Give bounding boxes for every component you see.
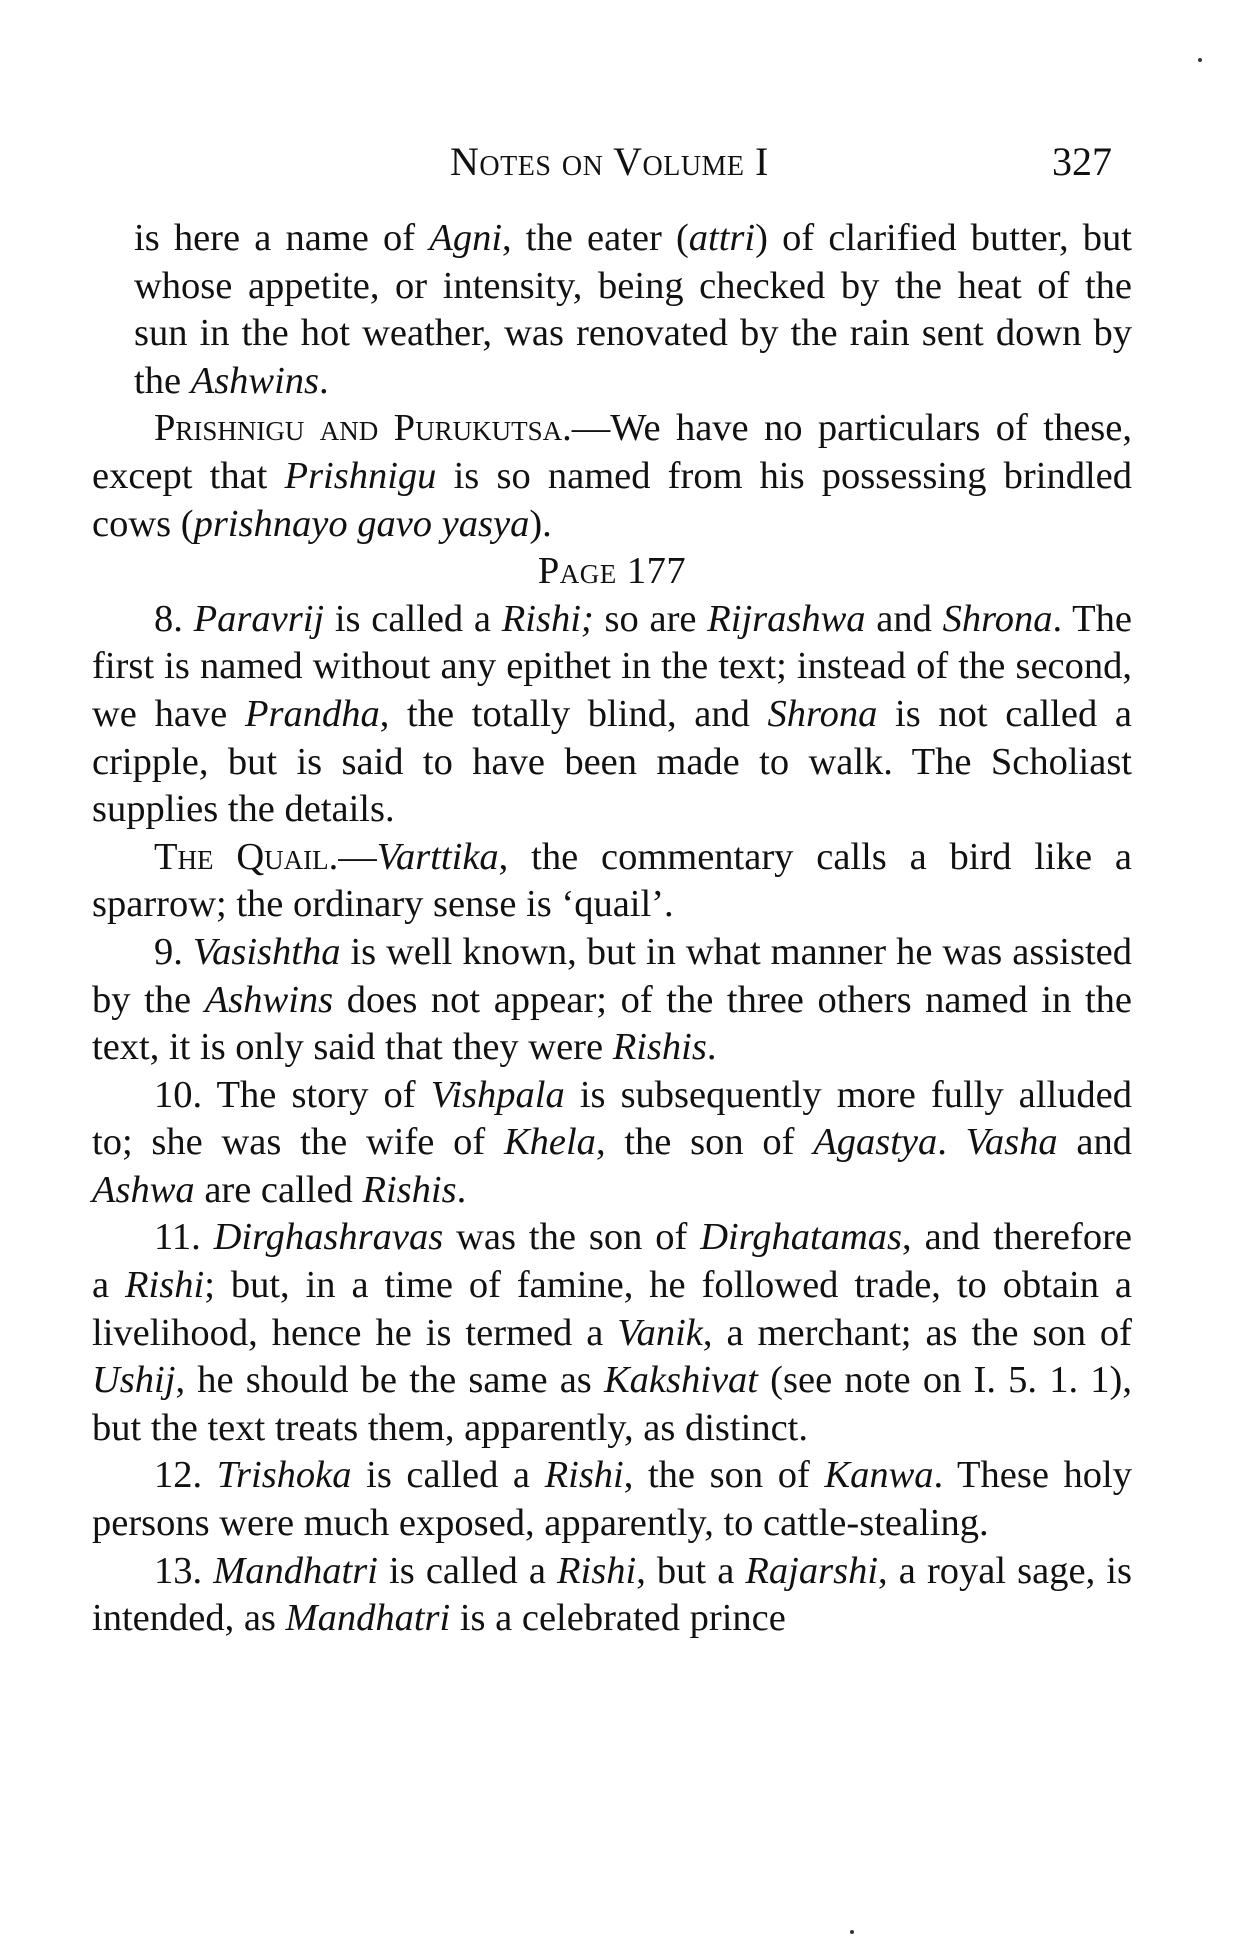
italic-term: Kakshivat: [604, 1359, 758, 1402]
italic-term: Rajarshi: [745, 1549, 879, 1592]
text-run: is called a: [377, 1549, 558, 1592]
text-run: (see note on I. 5. 1. 1), but the text treats them, apparently, as distinct.: [92, 1359, 1132, 1449]
paragraph: [92, 1452, 1132, 1547]
italic-term: Rishi: [557, 1549, 637, 1592]
text-run: ; but, in a time of famine, he followed trade, to obtain a livelihood, hence he is termed a: [92, 1264, 1132, 1354]
text-run: was the son of: [443, 1216, 701, 1259]
text-run: 10. The story of: [154, 1073, 431, 1116]
text-run: and: [865, 597, 943, 640]
smallcaps-heading: Prishnigu and Purukutsa.: [154, 407, 572, 450]
italic-term: Vasishtha: [192, 930, 341, 973]
italic-term: Kanwa: [824, 1454, 934, 1497]
text-run: are called: [194, 1168, 363, 1211]
italic-term: Rishi: [544, 1454, 624, 1497]
text-run: .: [937, 1121, 966, 1164]
text-run: , the son of: [623, 1454, 825, 1497]
italic-term: Shrona: [767, 692, 878, 735]
italic-term: Rishis: [612, 1026, 707, 1069]
page-number: 327: [1052, 139, 1112, 184]
paragraph: [92, 596, 1132, 834]
italic-term: Agastya: [813, 1121, 938, 1164]
paragraph: [92, 834, 1132, 929]
paragraph: [92, 405, 1132, 548]
text-run: is a celebrated prince: [450, 1597, 786, 1640]
text-run: . These holy persons were much exposed, apparently, to cattle-stealing.: [92, 1454, 1133, 1545]
text-run: 11.: [154, 1216, 214, 1259]
body-text: [92, 215, 1132, 1643]
italic-term: Shrona: [942, 597, 1053, 640]
paragraph: [92, 1548, 1132, 1643]
paragraph: [92, 215, 1132, 405]
italic-term: Vasha: [965, 1121, 1058, 1164]
text-run: , the totally blind, and: [379, 692, 768, 735]
italic-term: attri: [688, 217, 756, 259]
italic-term: Rishi: [125, 1264, 205, 1307]
italic-term: Rishis: [362, 1168, 457, 1211]
italic-term: Vanik: [617, 1311, 703, 1354]
text-run: ).: [529, 502, 552, 545]
text-run: is called a: [351, 1454, 545, 1497]
text-run: is here a name of: [134, 217, 430, 259]
italic-term: Khela: [503, 1121, 596, 1164]
text-run: is called a: [324, 597, 502, 640]
text-run: is subsequently more fully alluded to; she was the wife of: [92, 1073, 1132, 1164]
speck-mark: [850, 1930, 854, 1934]
text-run: 13.: [154, 1549, 214, 1592]
text-run: does not appear; of the three others named in the text, it is only said that they were: [92, 978, 1132, 1069]
text-run: , and therefore a: [92, 1216, 1132, 1307]
italic-term: Paravrij: [193, 597, 325, 640]
italic-term: Mandhatri: [213, 1549, 378, 1592]
text-run: 12.: [154, 1454, 217, 1497]
text-run: , a royal sage, is intended, as: [92, 1549, 1132, 1640]
italic-term: prishnayo gavo yasya: [193, 502, 530, 545]
italic-term: Agni: [429, 217, 503, 259]
text-run: , but a: [636, 1549, 746, 1592]
italic-term: Ashwins: [204, 978, 334, 1021]
italic-term: Prishnigu: [284, 454, 437, 497]
text-run: .: [319, 359, 329, 402]
italic-term: Mandhatri: [285, 1597, 451, 1640]
text-run: , the commentary calls a bird like a sparrow; the ordinary sense is ‘quail’.: [92, 835, 1133, 926]
text-run: and: [1057, 1121, 1133, 1164]
smallcaps-heading: The Quail.: [154, 835, 339, 878]
text-run: , he should be the same as: [175, 1359, 604, 1402]
italic-term: Vishpala: [430, 1073, 565, 1116]
italic-term: Ashwa: [92, 1168, 195, 1211]
text-run: , the son of: [595, 1121, 814, 1164]
text-run: —: [338, 835, 377, 878]
text-run: . The first is named without any epithet in the text; instead of the second, we have: [92, 597, 1132, 735]
italic-term: Rishi;: [501, 597, 594, 640]
text-run: 8.: [154, 597, 194, 640]
text-run: .: [456, 1168, 467, 1211]
italic-term: Dirghashravas: [213, 1216, 444, 1259]
text-run: ) of clarified butter, but whose appetite, or intensity, being checked by the heat of the sun in the hot weather, was renovated by the rain sent down by the: [134, 217, 1132, 402]
text-run: so are: [593, 597, 708, 640]
speck-mark: [1198, 58, 1202, 62]
running-title: Notes on Volume I: [450, 139, 769, 184]
paragraph: [92, 929, 1132, 1072]
text-run: 9.: [154, 930, 193, 973]
italic-term: Rijrashwa: [707, 597, 866, 640]
paragraph: [92, 1072, 1132, 1215]
text-run: , the eater (: [502, 217, 689, 259]
text-run: —We have no particulars of these, except that: [92, 407, 1132, 497]
italic-term: Dirghatamas: [700, 1216, 903, 1259]
section-heading: Page 177: [537, 550, 687, 593]
text-run: .: [706, 1026, 717, 1069]
italic-term: Varttika: [376, 835, 499, 878]
italic-term: Prandha: [244, 692, 380, 735]
text-run: is not called a cripple, but is said to have been made to walk. The Scholiast supplies the details.: [92, 692, 1132, 831]
text-run: is well known, but in what manner he was assisted by the: [92, 930, 1133, 1021]
italic-term: Ashwins: [190, 359, 320, 402]
text-run: , a merchant; as the son of: [702, 1311, 1133, 1354]
paragraph: [92, 1214, 1132, 1452]
italic-term: Ushij: [92, 1359, 176, 1402]
italic-term: Trishoka: [216, 1454, 352, 1497]
running-head: [0, 128, 1251, 188]
text-run: is so named from his possessing brindled cows (: [92, 454, 1132, 545]
